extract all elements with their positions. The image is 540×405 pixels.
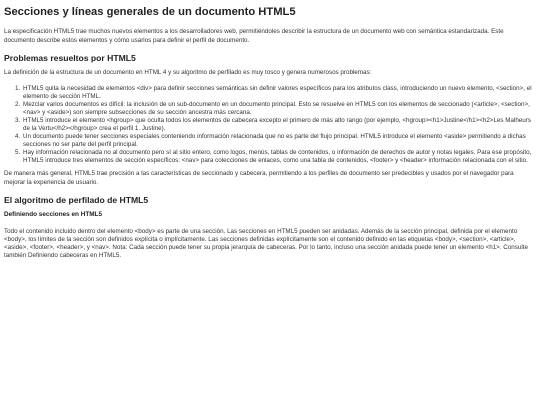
problems-list <box>4 85 536 164</box>
list-item: 5. Hay información relacionada no al documento pero sí al sitio entero, como logos, menús, tablas de contenidos, o información de derechos de autor y notas legales. Para ese propósito, HTML5 introduce tres elementos de sección específicos: <nav> para colecciones de enlaces, como una tabla de contenidos, <footer> y <header> información relacionada con el sitio. <box>22 149 536 165</box>
page-title: Secciones y líneas generales de un documento HTML5 <box>4 6 296 18</box>
problems-closing-paragraph: De manera más general, HTML5 trae precisión a las características de seccionado y cabecera, permitiendo a los perfiles de documento ser predecibles y usados por el navegador para mejorar la experiencia de usuario. <box>4 170 514 186</box>
list-item: 2. Mezclar varios documentos es difícil: la inclusión de un sub-documento en un documento principal. Esto se resuelve en HTML5 con los elementos de seccionado (<article>, <section>, <nav> y <aside>) son siempre subsecciones de su sección ancestra más cercana. <box>22 101 536 117</box>
problems-lead-paragraph: La definición de la estructura de un documento en HTML 4 y su algoritmo de perfilado es muy tosco y genera numerosos problemas: <box>4 69 372 77</box>
section-heading-problems: Problemas resueltos por HTML5 <box>4 52 136 63</box>
section-heading-algorithm: El algoritmo de perfilado de HTML5 <box>4 194 149 205</box>
list-item: 4. Un documento puede tener secciones especiales conteniendo información relacionada que no es parte del flujo principal. HTML5 introduce el elemento <aside> permitiendo a dichas secciones no ser parte del perfil principal. <box>22 133 536 149</box>
subsection-heading-defining-sections: Definiendo secciones en HTML5 <box>4 211 103 219</box>
intro-paragraph: La especificación HTML5 trae muchos nuevos elementos a los desarrolladores web, permitiéndoles describir la estructura de un documento web con semántica estandarizada. Este documento describe estos elementos y cómo usarlos para definir el perfil de documento. <box>4 28 504 44</box>
defining-sections-paragraph: Todo el contenido incluido dentro del elemento <body> es parte de una sección. Las secciones en HTML5 pueden ser anidadas. Además de la sección principal, definida por el elemento <body>, los límites de la sección son definidos explícita o implícitamente. Las secciones definidas explícitamente son el contenido definido en las etiquetas <body>, <section>, <article>, <aside>, <footer>, <header>, y <nav>. Nota: Cada sección puede tener su propia jerarquía de cabeceras. Por lo tanto, incluso una sección anidada puede tener un elemento <h1>. Consulte también Definiendo cabeceras en HTML5. <box>4 227 528 260</box>
list-item: 3. HTML5 introduce el elemento <hgroup> que oculta todos los elementos de cabecera excepto el primero de más alto rango (por ejemplo, <hgroup><h1>Justine</h1><h2>Les Malheurs de la Vertu</h2></hgroup> crea el perfil 1. Justine). <box>22 117 536 133</box>
list-item: 1. HTML5 quita la necesidad de elementos <div> para definir secciones semánticas sin definir valores específicos para los atributos class, introduciendo un nuevo elemento, <section>, el elemento de sección HTML. <box>22 85 536 101</box>
